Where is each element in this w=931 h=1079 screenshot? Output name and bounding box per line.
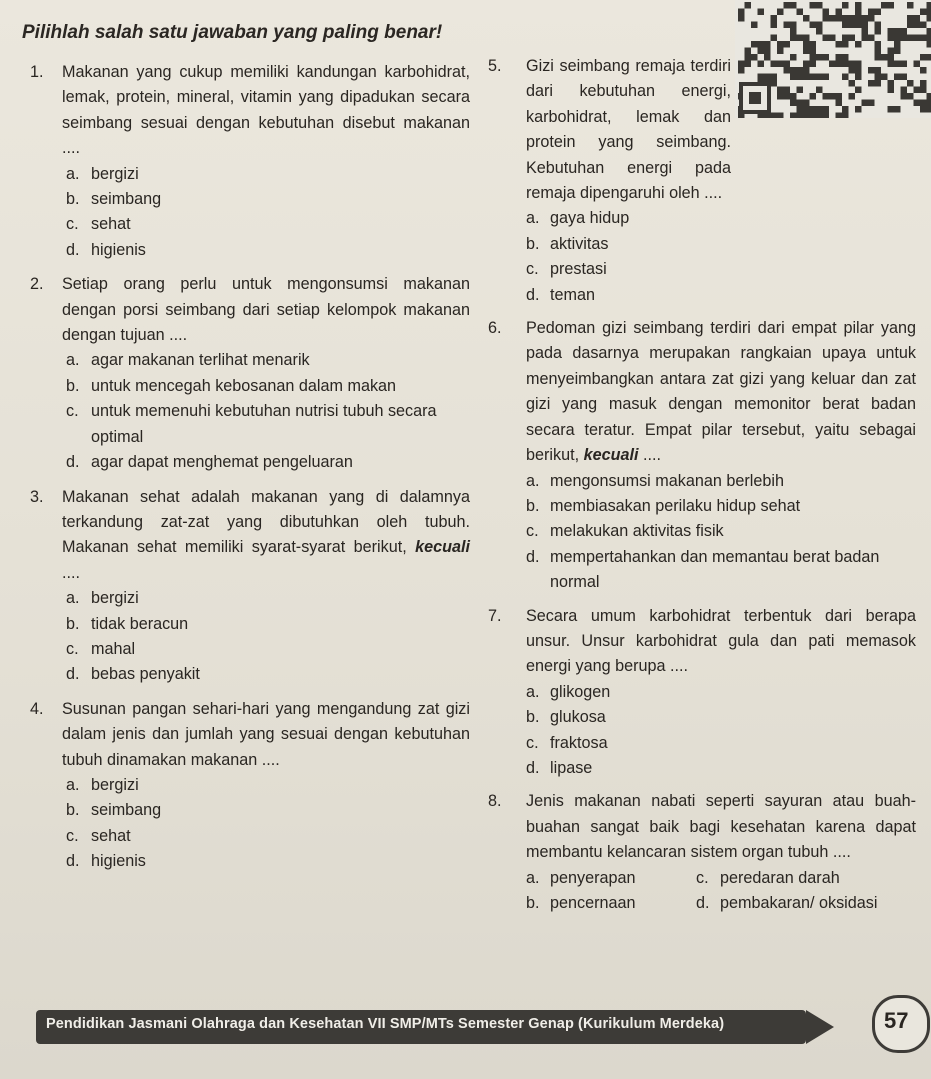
question-stem: Setiap orang perlu untuk mengonsumsi makanan dengan porsi seimbang dari setiap kelompok makanan dengan tujuan .... (62, 275, 470, 345)
question-4 (30, 697, 470, 875)
footer-arrow (806, 1010, 834, 1044)
question-stem: Makanan yang cukup memiliki kandungan karbohidrat, lemak, protein, mineral, vitamin yang dipadukan secara seimbang sesuai dengan kebutuhan disebut makanan .... (62, 63, 470, 158)
question-number: 5. (488, 57, 502, 75)
question-stem: Makanan sehat adalah makanan yang di dalamnya terkandung zat-zat yang dibutuhkan oleh tubuh. Makanan sehat memiliki syarat-syarat berikut, kecuali .... (62, 487, 470, 582)
question-7 (488, 604, 916, 782)
question-stem: Pedoman gizi seimbang terdiri dari empat pilar yang pada dasarnya merupakan rangkaian upaya untuk menyeimbangkan antara zat gizi yang keluar dan zat gizi yang masuk dengan memonitor berat badan secara teratur. Empat pilar tersebut, yaitu sebagai berikut, kecuali .... (526, 319, 916, 465)
question-stem: Susunan pangan sehari-hari yang mengandung zat gizi dalam jenis dan jumlah yang sesuai dengan kebutuhan tubuh dinamakan makanan .... (62, 699, 470, 769)
question-number: 1. (30, 63, 44, 81)
option-b[interactable]: b. untuk mencegah kebosanan dalam makan (66, 376, 397, 395)
option-c[interactable]: c. sehat (66, 826, 131, 845)
option-d[interactable]: d. teman (526, 285, 595, 304)
option-d[interactable]: d. higienis (66, 240, 146, 259)
option-b[interactable]: b. glukosa (526, 708, 606, 727)
option-d[interactable]: d. pembakaran/ oksidasi (696, 894, 878, 912)
question-1 (30, 60, 470, 263)
option-d[interactable]: d. lipase (526, 758, 593, 777)
instruction-heading: Pilihlah salah satu jawaban yang paling benar! (22, 22, 443, 43)
option-a[interactable]: a. agar makanan terlihat menarik (66, 351, 310, 370)
question-stem: Jenis makanan nabati seperti sayuran atau buah-buahan sangat baik bagi kesehatan karena dapat membantu kelancaran sistem organ tubuh .... (526, 792, 916, 862)
footer-book-title: Pendidikan Jasmani Olahraga dan Kesehatan VII SMP/MTs Semester Genap (Kurikulum Merdeka) (46, 1016, 725, 1032)
question-3 (30, 485, 470, 688)
option-a[interactable]: a. bergizi (66, 775, 139, 794)
option-a[interactable]: a. penyerapan (526, 868, 636, 887)
option-d[interactable]: d. mempertahankan dan memantau berat badan normal (526, 547, 880, 592)
question-stem: Secara umum karbohidrat terbentuk dari berapa unsur. Unsur karbohidrat gula dan pati memasok energi yang berupa .... (526, 606, 916, 676)
question-2 (30, 272, 470, 475)
option-c[interactable]: c. prestasi (526, 260, 607, 279)
question-5-options (488, 104, 916, 308)
question-6 (488, 316, 916, 595)
page-number: 57 (884, 1008, 909, 1033)
option-a[interactable]: a. mengonsumsi makanan berlebih (526, 471, 784, 490)
option-c[interactable]: c. sehat (66, 215, 131, 234)
option-b[interactable]: b. tidak beracun (66, 614, 189, 633)
emphasis-word: kecuali (415, 538, 470, 557)
question-number: 6. (488, 319, 502, 338)
right-column (488, 54, 916, 916)
option-b[interactable]: b. seimbang (66, 801, 162, 820)
question-number: 7. (488, 606, 502, 625)
option-b[interactable]: b. seimbang (66, 190, 162, 209)
question-number: 3. (30, 487, 44, 506)
option-c[interactable]: c. untuk memenuhi kebutuhan nutrisi tubuh secara optimal (66, 402, 437, 446)
option-c[interactable]: c. mahal (66, 639, 136, 658)
question-number: 8. (488, 792, 502, 811)
emphasis-word: kecuali (583, 446, 639, 465)
option-b[interactable]: b. membiasakan perilaku hidup sehat (526, 496, 801, 515)
question-number: 2. (30, 275, 44, 294)
option-d[interactable]: d. agar dapat menghemat pengeluaran (66, 453, 353, 472)
option-c[interactable]: c. melakukan aktivitas fisik (526, 522, 724, 541)
option-b[interactable]: b. aktivitas (526, 234, 609, 253)
question-stem: Gizi seimbang remaja terdiri dari kebutuhan energi, karbohidrat, lemak dan protein yang seimbang. Kebutuhan energi pada remaja dipengaruhi oleh .... (526, 57, 731, 203)
option-c[interactable]: c. fraktosa (526, 733, 608, 752)
question-number: 4. (30, 699, 44, 718)
option-a[interactable]: a. bergizi (66, 589, 139, 608)
question-8 (488, 789, 916, 916)
option-b[interactable]: b. pencernaan (526, 894, 636, 912)
option-d[interactable]: d. higienis (66, 852, 146, 871)
option-d[interactable]: d. bebas penyakit (66, 665, 200, 684)
option-a[interactable]: a. bergizi (66, 164, 139, 183)
left-column (30, 60, 470, 875)
option-c[interactable]: c. peredaran darah (696, 868, 840, 887)
option-a[interactable]: a. gaya hidup (526, 209, 630, 228)
option-a[interactable]: a. glikogen (526, 682, 611, 701)
